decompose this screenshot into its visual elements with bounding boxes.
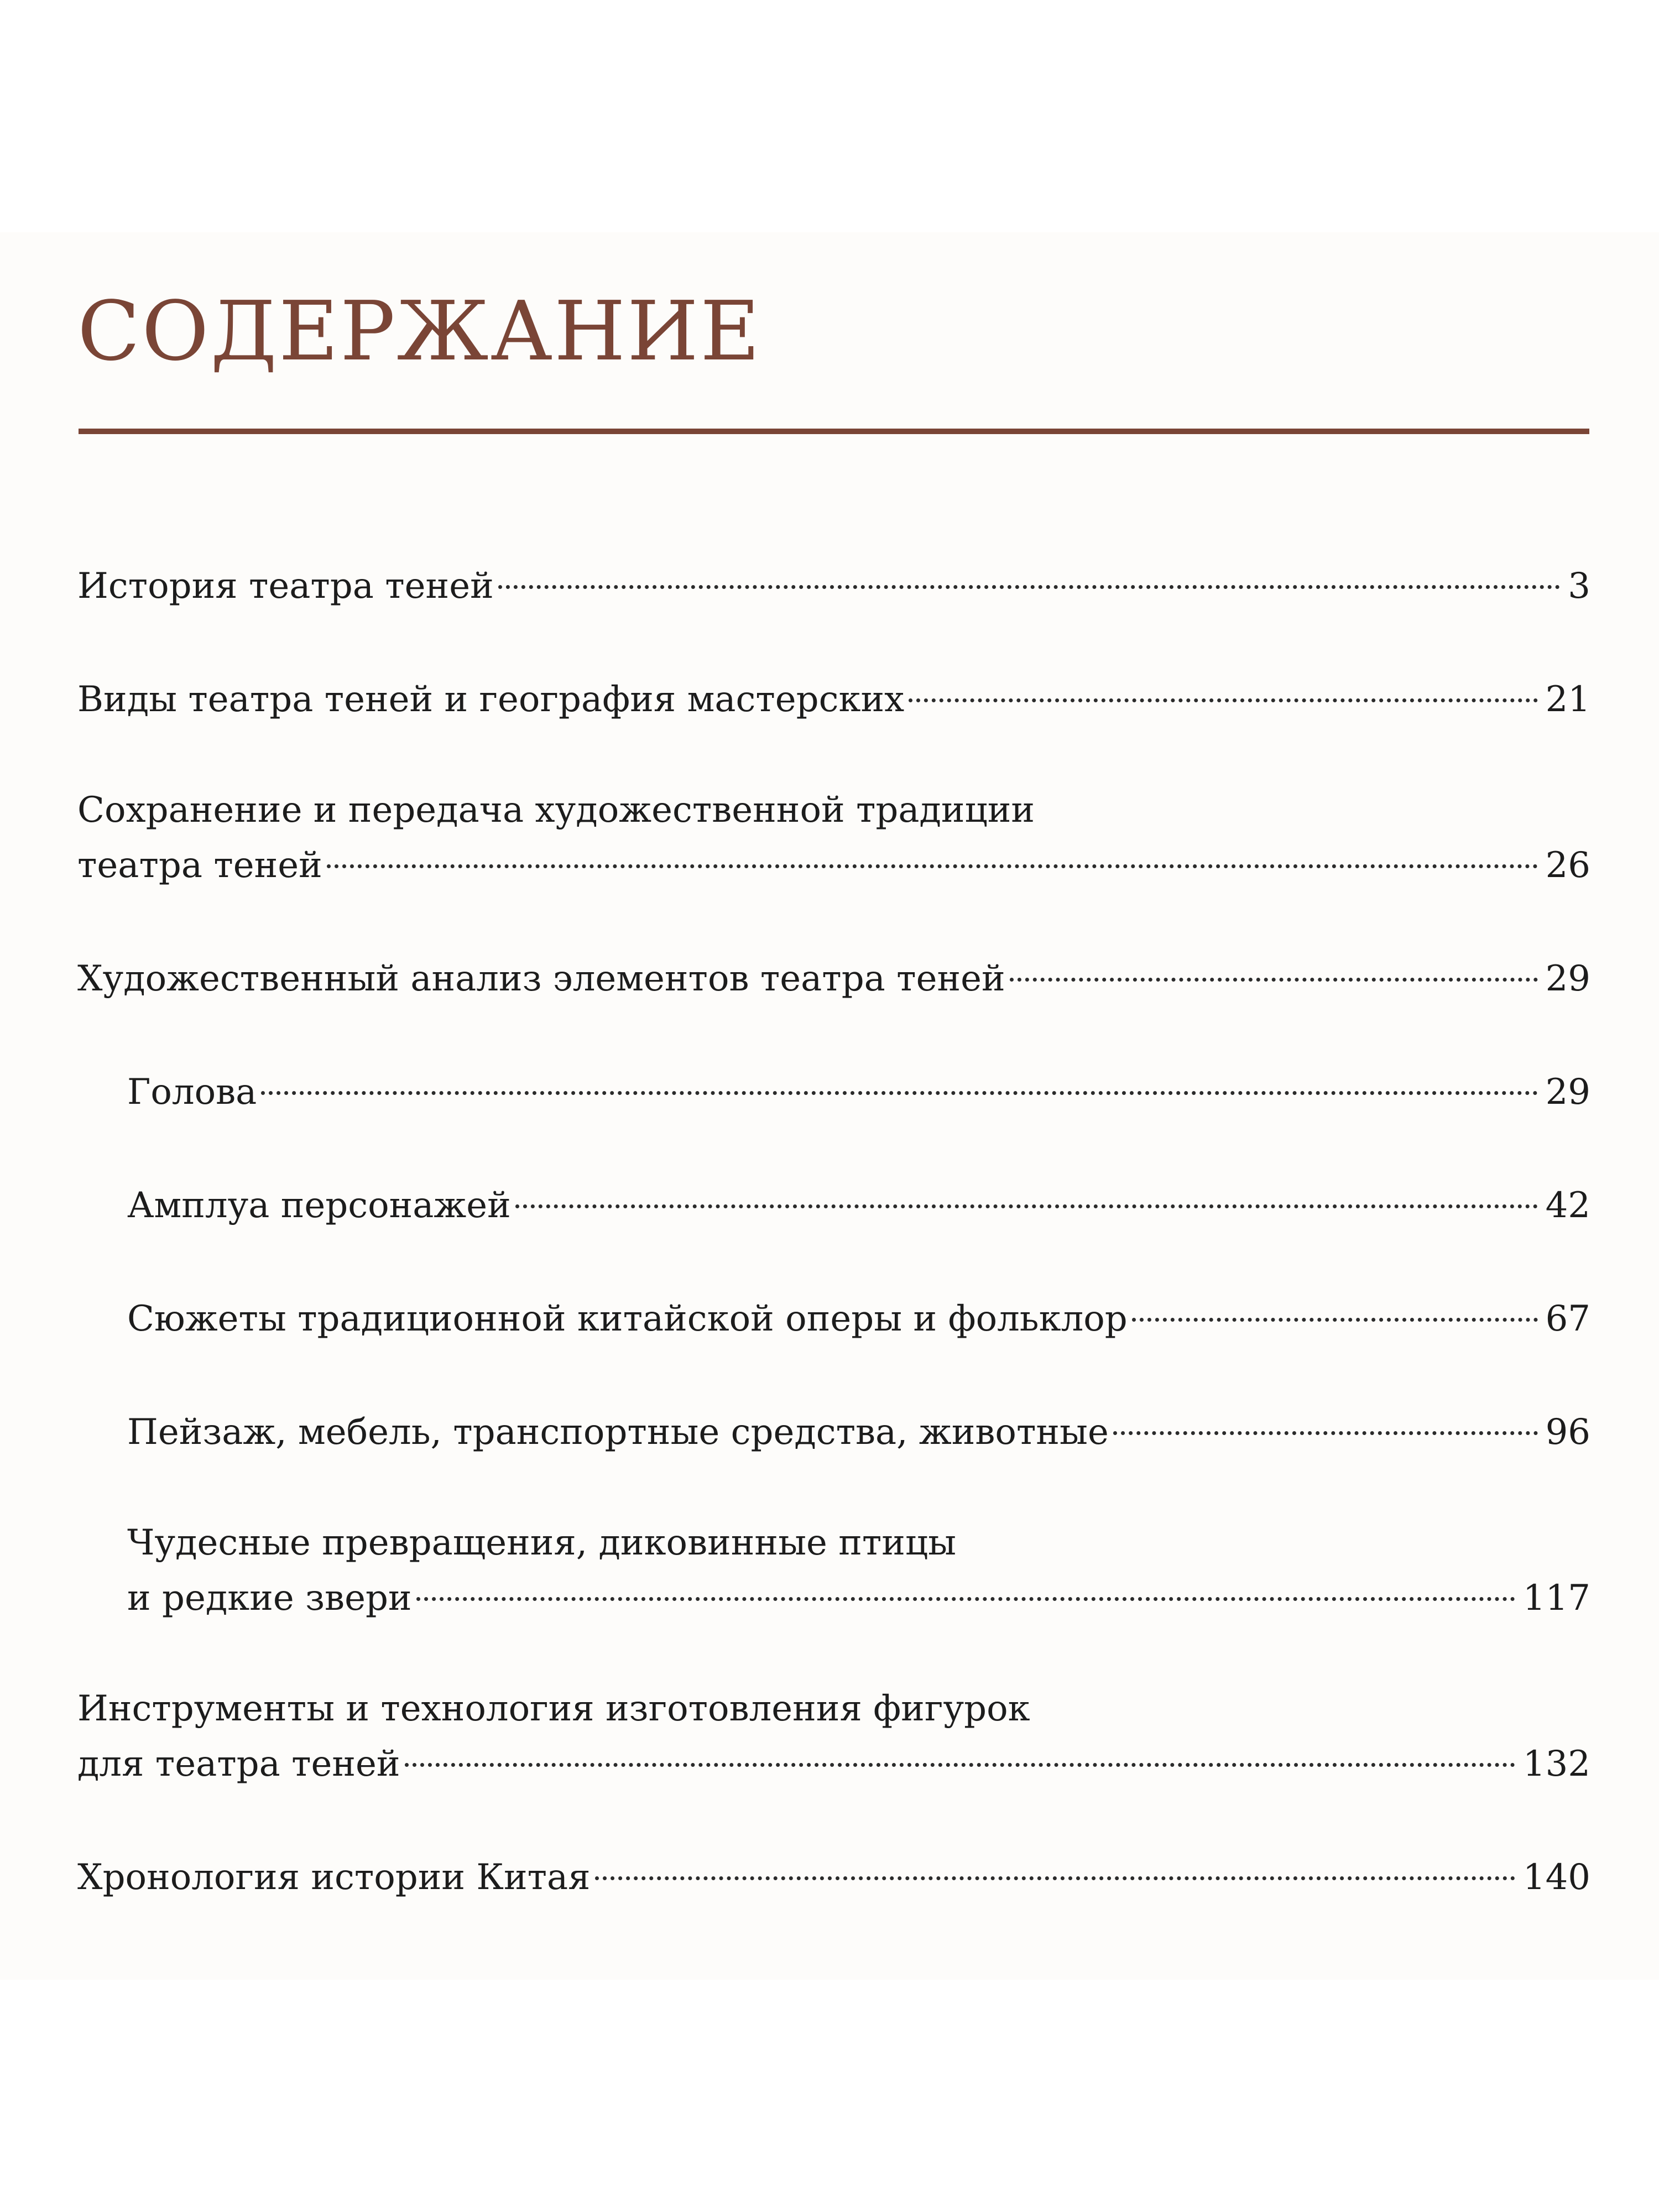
- toc-entry-title: Сюжеты традиционной китайской оперы и фольклор: [127, 1298, 1128, 1339]
- toc-page-number: 96: [1545, 1412, 1590, 1453]
- toc-entry-title-line-1: Сохранение и передача художественной традиции: [77, 790, 1035, 831]
- toc-page-number: 29: [1545, 1072, 1590, 1113]
- toc-entry-title: для театра теней: [77, 1744, 400, 1785]
- toc-subentry[interactable]: [127, 1515, 1590, 1626]
- dot-leader: [498, 585, 1561, 589]
- dot-leader: [1113, 1431, 1538, 1435]
- toc-entry[interactable]: [77, 672, 1590, 727]
- dot-leader: [261, 1091, 1537, 1095]
- toc-entry-title: и редкие звери: [127, 1578, 412, 1619]
- toc-subentry[interactable]: [127, 1405, 1590, 1460]
- dot-leader: [416, 1597, 1515, 1601]
- dot-leader: [595, 1876, 1515, 1880]
- toc-entry[interactable]: [77, 782, 1590, 893]
- dot-leader: [1010, 978, 1538, 982]
- toc-entry[interactable]: [77, 559, 1590, 614]
- toc-entry-title-line-1: Инструменты и технология изготовления фигурок: [77, 1688, 1030, 1729]
- toc-page-number: 132: [1522, 1744, 1590, 1785]
- toc-entry-title: театра теней: [77, 845, 322, 886]
- toc-page-number: 42: [1545, 1185, 1590, 1226]
- toc-entry-title-line-1: Чудесные превращения, диковинные птицы: [127, 1522, 957, 1563]
- toc-subentry[interactable]: [127, 1178, 1590, 1233]
- toc-entry-title: История театра теней: [77, 566, 494, 607]
- toc-subentry[interactable]: [127, 1291, 1590, 1347]
- toc-entry-title: Амплуа персонажей: [127, 1185, 511, 1226]
- dot-leader: [515, 1204, 1538, 1208]
- toc-entry-title: Художественный анализ элементов театра теней: [77, 958, 1005, 999]
- toc-page-number: 29: [1545, 958, 1590, 999]
- toc-page-number: 21: [1545, 679, 1590, 720]
- toc-page-number: 140: [1522, 1857, 1590, 1898]
- toc-page-number: 26: [1545, 845, 1590, 886]
- toc-entry-title: Голова: [127, 1072, 257, 1113]
- page-title: СОДЕРЖАНИЕ: [77, 284, 762, 379]
- toc-entry-title: Виды театра теней и география мастерских: [77, 679, 905, 720]
- title-underline-rule: [79, 429, 1589, 434]
- dot-leader: [1132, 1318, 1538, 1322]
- toc-page-number: 117: [1522, 1578, 1590, 1619]
- toc-entry-title: Пейзаж, мебель, транспортные средства, животные: [127, 1412, 1109, 1453]
- toc-entry[interactable]: [77, 1681, 1590, 1792]
- toc-subentry[interactable]: [127, 1065, 1590, 1120]
- toc-page-number: 67: [1545, 1298, 1590, 1339]
- dot-leader: [405, 1763, 1515, 1767]
- toc-page-number: 3: [1568, 566, 1590, 607]
- book-page: [0, 232, 1659, 1980]
- dot-leader: [909, 698, 1537, 702]
- toc-entry[interactable]: [77, 1850, 1590, 1905]
- toc-entry[interactable]: [77, 951, 1590, 1006]
- dot-leader: [327, 864, 1538, 868]
- toc-entry-title: Хронология истории Китая: [77, 1857, 591, 1898]
